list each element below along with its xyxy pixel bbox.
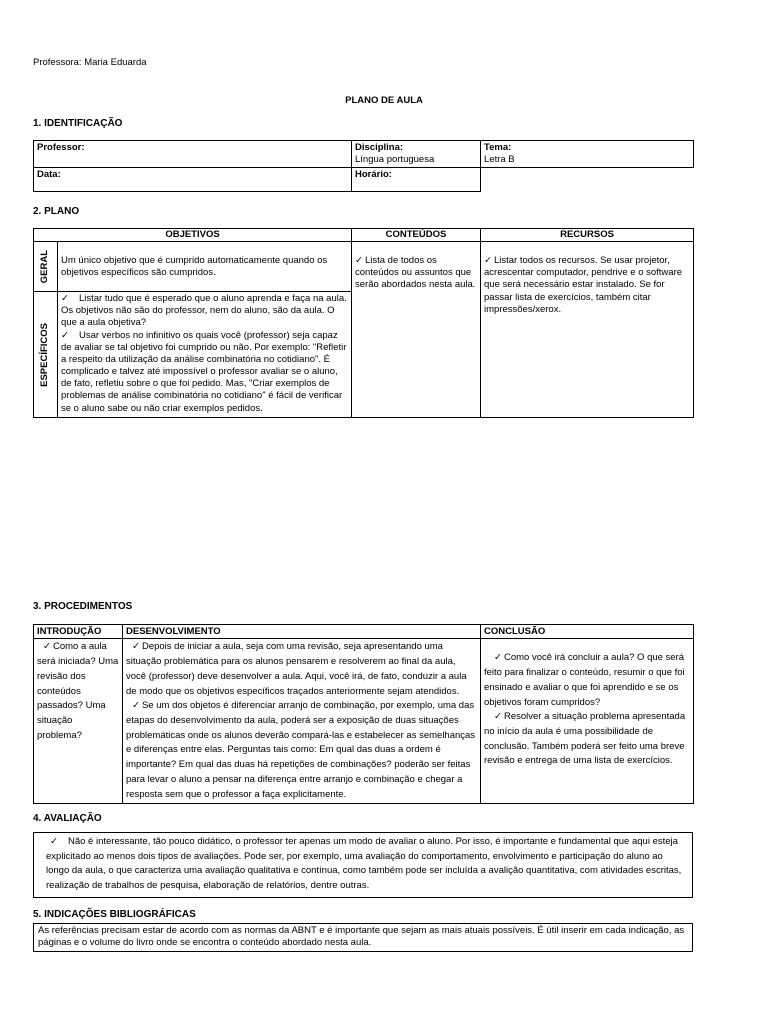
tema-cell bbox=[481, 141, 694, 168]
check-icon bbox=[132, 700, 142, 711]
desenvolvimento-p1: Depois de iniciar a aula, seja com uma revisão, seja apresentando uma situação problemática para os alunos pensarem e resolverem ao final da aula, você (professor) deve desenvolver a aula. Aqui, você irá, de fato, conduzir a aula de modo que os objetivos específicos traçados anteriormente sejam atendidos. bbox=[126, 641, 467, 697]
conclusao-cell bbox=[481, 639, 694, 804]
desenvolvimento-cell bbox=[123, 639, 481, 804]
geral-label: GERAL bbox=[39, 250, 51, 284]
empty-cell bbox=[481, 168, 694, 192]
check-icon bbox=[484, 255, 494, 266]
section-3-heading: 3. PROCEDIMENTOS bbox=[33, 601, 133, 612]
teacher-line: Professora: Maria Eduarda bbox=[33, 57, 147, 68]
evaluation-cell bbox=[34, 833, 693, 898]
bibliography-text: As referências precisam estar de acordo com as normas da ABNT e é importante que sejam as mais atuais possíveis. É útil inserir em cada indicação, as páginas e o volume do livro onde se encontra o conteúdo abordado nesta aula. bbox=[34, 924, 693, 952]
conteudos-text: Lista de todos os conteúdos ou assuntos que serão abordados nesta aula. bbox=[355, 255, 476, 291]
document-title: PLANO DE AULA bbox=[345, 95, 423, 106]
especificos-label-cell bbox=[34, 292, 58, 418]
identification-table bbox=[33, 140, 694, 192]
bibliography-table bbox=[33, 923, 693, 952]
professor-label: Professor: bbox=[37, 142, 85, 153]
section-5-heading: 5. INDICAÇÕES BIBLIOGRÁFICAS bbox=[33, 909, 196, 920]
introducao-text: Como a aula será iniciada? Uma revisão dos conteúdos passados? Uma situação problema? bbox=[37, 641, 119, 741]
check-icon bbox=[61, 330, 71, 341]
geral-text: Um único objetivo que é cumprido automaticamente quando os objetivos específicos são cumpridos. bbox=[58, 242, 352, 292]
disciplina-label: Disciplina: bbox=[355, 142, 404, 153]
col-introducao: INTRODUÇÃO bbox=[34, 625, 123, 639]
check-icon bbox=[494, 652, 504, 663]
horario-cell bbox=[352, 168, 481, 192]
evaluation-text: Não é interessante, tão pouco didático, o professor ter apenas um modo de avaliar o aluno. Por isso, é importante e fundamental que aqui esteja explicitado ao menos dois tipos de avaliações. Pode ser, por exemplo, uma avaliação do comportamento, envolvimento e participação do aluno ao longo da aula, o que caracteriza uma avaliação qualitativa e contínua, como também pode ser incluída a avalição quantitativa, com atividades escritas, realização de trabalhos de pesquisa, elaboração de relatórios, dentre outras. bbox=[46, 836, 682, 892]
plan-table bbox=[33, 228, 694, 418]
check-icon bbox=[43, 641, 53, 652]
tema-value: Letra B bbox=[484, 154, 515, 166]
desenvolvimento-p2: Se um dos objetos é diferenciar arranjo de combinação, por exemplo, uma das etapas do desenvolvimento da aula, poderá ser a exposição de duas situações problemáticas onde os alunos deverão compará-las e estabelecer as semelhanças e diferenças entre elas. Perguntas tais como: Em qual das duas a ordem é importante? Em qual das duas há repetições de combinações? poderão ser feitas para levar o aluno a pensar na diferença entre arranjo e combinação e chegar a resposta sem que o professor a faça explicitamente. bbox=[126, 700, 476, 800]
evaluation-table bbox=[33, 832, 693, 898]
especificos-label: ESPECÍFICOS bbox=[39, 322, 51, 387]
check-icon bbox=[355, 255, 365, 266]
especificos-p1: Listar tudo que é esperado que o aluno aprenda e faça na aula. Os objetivos não são do professor, nem do aluno, são da aula. O que a aula objetiva? bbox=[61, 293, 347, 329]
tema-label: Tema: bbox=[484, 142, 512, 153]
geral-label-cell bbox=[34, 242, 58, 292]
horario-label: Horário: bbox=[355, 169, 392, 181]
introducao-cell bbox=[34, 639, 123, 804]
section-2-heading: 2. PLANO bbox=[33, 206, 80, 217]
disciplina-cell bbox=[352, 141, 481, 168]
conteudos-cell bbox=[352, 242, 481, 418]
disciplina-value: Língua portuguesa bbox=[355, 154, 435, 166]
check-icon bbox=[132, 641, 142, 652]
col-recursos: RECURSOS bbox=[481, 229, 694, 242]
professor-cell bbox=[34, 141, 352, 168]
col-objetivos: OBJETIVOS bbox=[34, 229, 352, 242]
especificos-p2: Usar verbos no infinitivo os quais você (professor) seja capaz de avaliar se tal objetivo foi cumprido ou não. Por exemplo: "Refletir a respeito da utilização da análise combinatória no cotidiano". É complicado e talvez até impossível o professor avaliar se o aluno, de fato, refletiu sobre o que foi pedido. Mas, "Criar exemplos de problemas de análise combinatória no cotidiano" é fácil de verificar se o aluno sabe ou não criar exemplos pedidos. bbox=[61, 329, 347, 414]
recursos-text: Listar todos os recursos. Se usar projetor, acrescentar computador, pendrive e o software que será necessário estar instalado. Se for passar lista de exercícios, também citar impressões/xerox. bbox=[484, 255, 683, 315]
data-cell bbox=[34, 168, 352, 192]
check-icon bbox=[50, 836, 60, 847]
check-icon bbox=[61, 293, 71, 304]
recursos-cell bbox=[481, 242, 694, 418]
data-label: Data: bbox=[37, 169, 61, 181]
especificos-cell bbox=[58, 292, 352, 418]
col-desenvolvimento: DESENVOLVIMENTO bbox=[123, 625, 481, 639]
check-icon bbox=[494, 711, 504, 722]
procedures-table bbox=[33, 624, 694, 804]
col-conteudos: CONTEÚDOS bbox=[352, 229, 481, 242]
section-1-heading: 1. IDENTIFICAÇÃO bbox=[33, 118, 123, 129]
conclusao-p2: Resolver a situação problema apresentada no início da aula é uma possibilidade de conclusão. Também poderá ser feito uma breve revisão e entrega de uma lista de exercícios. bbox=[484, 711, 686, 767]
section-4-heading: 4. AVALIAÇÃO bbox=[33, 813, 102, 824]
col-conclusao: CONCLUSÃO bbox=[481, 625, 694, 639]
conclusao-p1: Como você irá concluir a aula? O que será feito para finalizar o conteúdo, resumir o que foi ensinado e avaliar o que foi aprendido e se os objetivos foram cumpridos? bbox=[484, 652, 685, 708]
